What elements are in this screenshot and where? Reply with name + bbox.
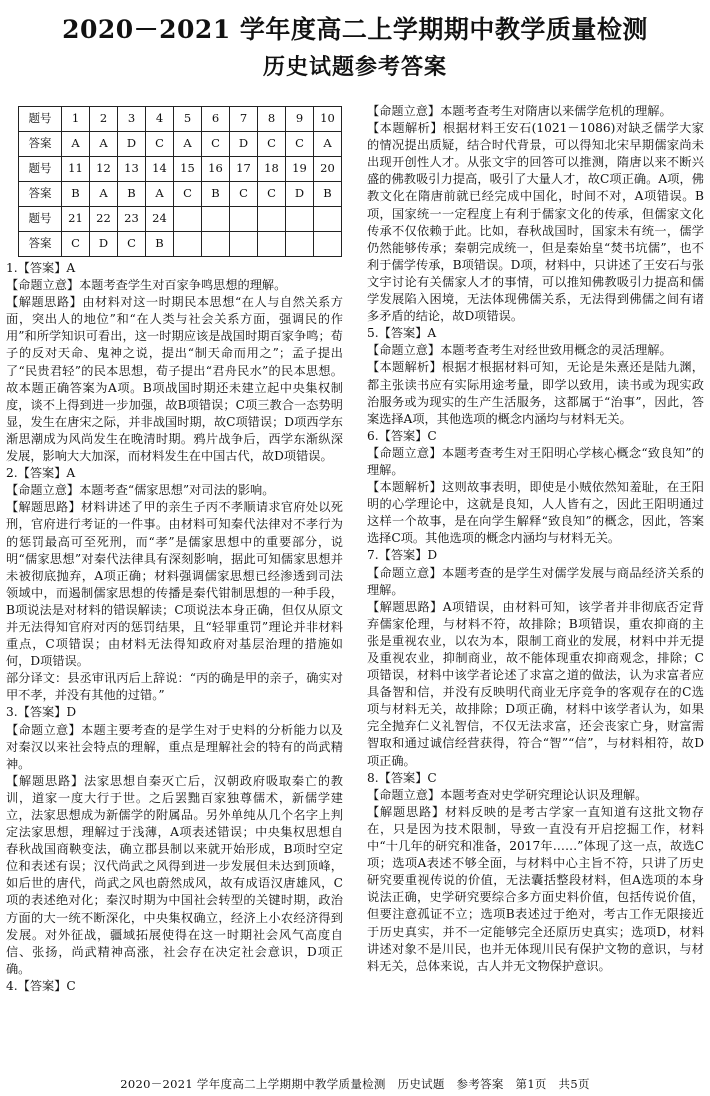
explanation-paragraph: 【命题立意】本题考查“儒家思想”对司法的影响。 <box>6 483 275 498</box>
table-cell: 3 <box>118 107 146 132</box>
table-cell: C <box>230 182 258 207</box>
answer-heading: 4.【答案】C <box>6 978 76 993</box>
table-cell <box>286 232 314 257</box>
answer-row <box>19 232 342 257</box>
answer-heading: 8.【答案】C <box>367 770 437 785</box>
table-cell: 11 <box>62 157 90 182</box>
explanation-paragraph: 【解题思路】A项错误，由材料可知，该学者并非彻底否定背弃儒家伦理，与材料不符，故排除；B项错误，重农抑商的主张是重视农业，以农为本，限制工商业的发展，材料中并无提及重视农业，抑制商业，故不能体现重农抑商观念，排除；C项错误，材料中该学者论述了求富之道的做法，认为求富者应具备智和信，并没有反映明代商业无序竞争的客观存在的C选项与材料无关，故排除；D项正确，材料中该学者认为，如果完全抛弃仁义礼智信，不仅无法求富，还会丧家亡身，财富需智取和通过诚信经营获得，符合“智”“信”，与材料相符，故D项正确。 <box>367 599 704 768</box>
explanation-paragraph: 【命题立意】本题考查考生对王阳明心学核心概念“致良知”的理解。 <box>367 445 704 477</box>
explanation-paragraph: 部分译文：县丞审讯丙后上辞说：“丙的确是甲的亲子，确实对甲不孝，并没有其他的过错。” <box>6 671 343 703</box>
document-title: 2020－2021 学年度高二上学期期中教学质量检测 <box>62 15 648 44</box>
explanation-paragraph: 【解题思路】材料反映的是考古学家一直知道有这批文物存在，只是因为技术限制，导致一直没有开启挖掘工作，材料中“十几年的研究和准备，2017年……”体现了这一点，故选C项；选项A表述不够全面，与材料中心主旨不符，只讲了历史研究要重视传说的价值，无法囊括整段材料，但A选项的本身说法正确，史学研究要综合多方面史料价值，包括传说价值，但要注意孤证不立；选项B表述过于绝对，考古工作无限接近于历史真实，并不一定能够完全还原历史真实；选项D，材料讲述对象不是川民，也并无体现川民有保护文物的意识，与材料无关，总体来说，古人并无文物保护意识。 <box>367 804 704 973</box>
table-cell: C <box>174 182 202 207</box>
table-cell: 5 <box>174 107 202 132</box>
answer-heading: 6.【答案】C <box>367 428 437 443</box>
table-cell <box>174 232 202 257</box>
table-cell: B <box>314 182 342 207</box>
table-cell: C <box>286 132 314 157</box>
table-cell: C <box>146 132 174 157</box>
right-column <box>367 103 704 975</box>
question-number-row <box>19 207 342 232</box>
table-cell: 16 <box>202 157 230 182</box>
table-cell: 22 <box>90 207 118 232</box>
table-cell: 24 <box>146 207 174 232</box>
table-cell <box>202 232 230 257</box>
table-cell: B <box>202 182 230 207</box>
document-subtitle: 历史试题参考答案 <box>262 54 447 80</box>
table-cell: 14 <box>146 157 174 182</box>
row-label: 答案 <box>19 132 62 157</box>
explanation-paragraph: 【解题思路】法家思想自秦灭亡后，汉朝政府吸取秦亡的教训，道家一度大行于世。之后罢黜百家独尊儒术，新儒学建立，法家思想成为新儒学的附属品。另外单纯从几个名字上判定法家思想，理解过于浅薄，A项表述错误；中央集权思想自春秋战国商鞅变法，确立郡县制以来就开始形成，B项时空定位和表述有误；汉代尚武之风得到进一步发展但未达到顶峰，如后世的唐代，尚武之风也蔚然成风，故有成语汉唐雄风，C项的表述绝对化；秦汉时期为中国社会转型的关键时期，政治方面的大一统不断深化，中央集权确立，经济上小农经济得到发展。对外征战，疆域拓展使得在这一时期社会风气高度自信、张扬，尚武精神高涨，社会存在决定社会意识，D项正确。 <box>6 773 343 976</box>
table-cell <box>314 232 342 257</box>
table-cell: A <box>90 132 118 157</box>
table-cell <box>230 232 258 257</box>
table-cell: 12 <box>90 157 118 182</box>
table-cell: 4 <box>146 107 174 132</box>
table-cell <box>314 207 342 232</box>
table-cell: B <box>146 232 174 257</box>
table-cell: 7 <box>230 107 258 132</box>
explanation-paragraph: 【命题立意】本题考查考生对隋唐以来儒学危机的理解。 <box>367 104 672 118</box>
table-cell: A <box>174 132 202 157</box>
table-cell: A <box>314 132 342 157</box>
table-cell: C <box>118 232 146 257</box>
table-cell: 23 <box>118 207 146 232</box>
row-label: 题号 <box>19 107 62 132</box>
table-cell <box>258 207 286 232</box>
explanation-paragraph: 【解题思路】材料讲述了甲的亲生子丙不孝顺请求官府处以死刑，官府进行考证的一件事。由材料可知秦代法律对不孝行为的惩罚最高可至死刑，而“孝”是儒家思想中的重要部分，说明“儒家思想”对秦代法律具有深刻影响，据此可知儒家思想并未被彻底抛弃，A项正确；材料强调儒家思想已经渗透到司法领域中，而遏制儒家思想的传播是秦代钳制思想的一种手段，B项说法是对材料的错误解读；C项说法本身正确，但仅从原文并无法得知官府对丙的惩罚结果，且“轻罪重罚”理论并非材料重点，C项错误；由材料无法得知政府对基层治理的措施如何，D项错误。 <box>6 500 343 669</box>
table-cell: A <box>90 182 118 207</box>
answer-row <box>19 182 342 207</box>
answer-heading: 2.【答案】A <box>6 466 76 481</box>
row-label: 题号 <box>19 207 62 232</box>
table-cell: 17 <box>230 157 258 182</box>
answer-heading: 1.【答案】A <box>6 261 76 275</box>
table-cell: A <box>62 132 90 157</box>
table-cell: 21 <box>62 207 90 232</box>
table-cell: B <box>118 182 146 207</box>
table-cell: D <box>90 232 118 257</box>
table-cell <box>174 207 202 232</box>
answer-heading: 3.【答案】D <box>6 705 77 720</box>
explanation-paragraph: 【命题立意】本题考查对史学研究理论认识及理解。 <box>367 787 648 802</box>
table-cell <box>286 207 314 232</box>
table-cell <box>258 232 286 257</box>
table-cell: 18 <box>258 157 286 182</box>
left-column <box>6 98 343 995</box>
table-cell: C <box>62 232 90 257</box>
row-label: 答案 <box>19 182 62 207</box>
table-cell: 1 <box>62 107 90 132</box>
table-cell: C <box>202 132 230 157</box>
table-cell: 20 <box>314 157 342 182</box>
table-cell: 2 <box>90 107 118 132</box>
page-footer: 2020－2021 学年度高二上学期期中教学质量检测 历史试题 参考答案 第1页 共5页 <box>120 1077 590 1091</box>
explanation-paragraph: 【命题立意】本题主要考查的是学生对于史料的分析能力以及对秦汉以来社会特点的理解，重点是理解社会的特有的尚武精神。 <box>6 722 343 771</box>
table-cell: C <box>258 132 286 157</box>
explanation-paragraph: 【本题解析】这则故事表明，即使是小贼依然知羞耻，在王阳明的心学理论中，这就是良知，人人皆有之，因此王阳明通过这样一个故事，是在向学生解释“致良知”的概念，因此，答案选择C项。其他选项的概念内涵均与材料无关。 <box>367 480 704 546</box>
explanation-paragraph: 【本题解析】根据才根据材料可知，无论是朱熹还是陆九渊，都主张读书应有实际用途考量，即学以致用，读书或为现实政治服务或为现实的生产生活服务，这都属于“治事”，因此，答案选择A项，其他选项的概念内涵均与材料无关。 <box>367 360 704 426</box>
table-cell: 13 <box>118 157 146 182</box>
explanation-paragraph: 【命题立意】本题考查考生对经世致用概念的灵活理解。 <box>367 343 672 358</box>
answer-row <box>19 132 342 157</box>
row-label: 题号 <box>19 157 62 182</box>
explanation-paragraph: 【命题立意】本题考查学生对百家争鸣思想的理解。 <box>6 278 287 293</box>
table-cell: 15 <box>174 157 202 182</box>
answer-table <box>18 106 342 257</box>
answer-heading: 7.【答案】D <box>367 548 438 563</box>
table-cell <box>230 207 258 232</box>
table-cell: 19 <box>286 157 314 182</box>
explanation-paragraph: 【本题解析】根据材料王安石(1021－1086)对缺乏儒学大家的情况提出质疑，结合时代背景，可以得知北宋早期儒家尚未出现开创性人才。从张文宇的回答可以推测，隋唐以来不断兴盛的佛教吸引力提高，吸引了大量人才，故C项正确。A项，佛教文化在隋唐前就已经完成中国化，时间不对，A项错误。B项，国家统一一定程度上有利于儒家文化的传承，但儒家文化传承不仅依赖于此。比如，春秋战国时，国家未有统一，儒学仍然能够传承；秦朝完成统一，但是秦始皇“焚书坑儒”，也不利于儒学传承，B项错误。D项，材料中，只讲述了王安石与张文宇讨论有关儒家人才的事情，可以推知佛教吸引力提高和儒学发展陷入困境，无法体现佛儒关系，无法得到佛儒之间有诸多矛盾的结论，故D项错误。 <box>367 121 704 324</box>
row-label: 答案 <box>19 232 62 257</box>
question-number-row <box>19 107 342 132</box>
table-cell: D <box>286 182 314 207</box>
answer-heading: 5.【答案】A <box>367 326 437 341</box>
table-cell: D <box>118 132 146 157</box>
explanation-paragraph: 【解题思路】由材料对这一时期民本思想“在人与自然关系方面，突出人的地位”和“在人类与社会关系方面，强调民的作用”和所学知识可看出，这一时期应该是战国时期百家争鸣；荀子的反对天命、鬼神之说，提出“制天命而用之”；孟子提出了“民贵君轻”的民本思想，荀子提出“君舟民水”的民本思想。故本题正确答案为A项。B项战国时期还未建立起中央集权制度，谈不上得到进一步加强，故B项错误；C项三教合一态势明显，发生在唐宋之际，并非战国时期，故C项错误；D项西学东渐思潮成为风尚发生在晚清时期。鸦片战争后，西学东渐纵深发展，影响大大加深，而材料发生在中国古代，故D项错误。 <box>6 295 343 464</box>
table-cell: 6 <box>202 107 230 132</box>
table-cell <box>202 207 230 232</box>
table-cell: 8 <box>258 107 286 132</box>
table-cell: C <box>258 182 286 207</box>
table-cell: 9 <box>286 107 314 132</box>
table-cell: A <box>146 182 174 207</box>
table-cell: B <box>62 182 90 207</box>
question-number-row <box>19 157 342 182</box>
table-cell: 10 <box>314 107 342 132</box>
explanation-paragraph: 【命题立意】本题考查的是学生对儒学发展与商品经济关系的理解。 <box>367 565 704 597</box>
table-cell: D <box>230 132 258 157</box>
